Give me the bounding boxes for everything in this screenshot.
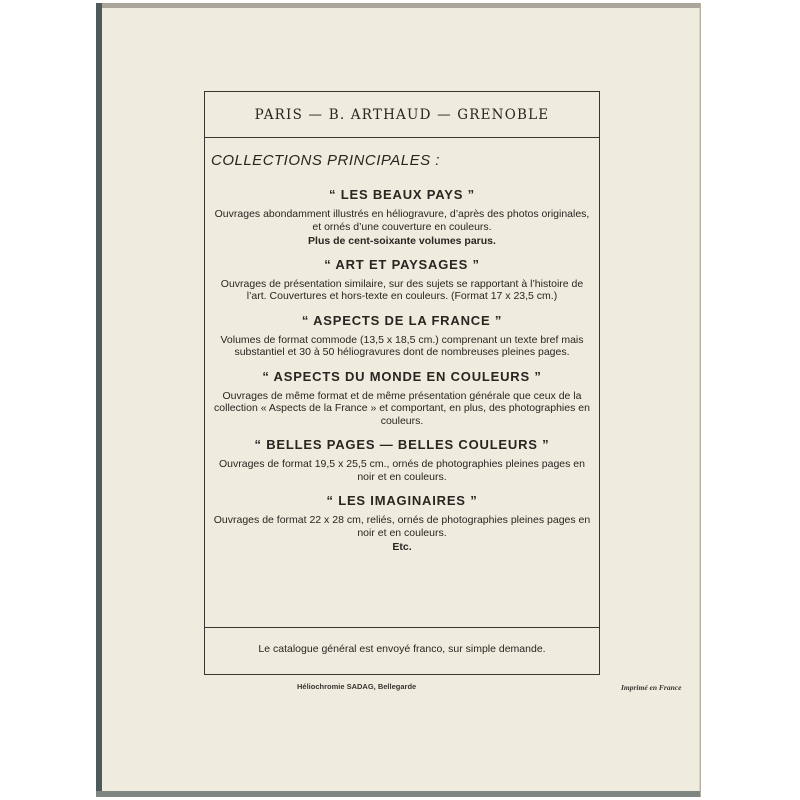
section-title: COLLECTIONS PRINCIPALES :: [211, 152, 440, 169]
collection-item: [205, 369, 599, 428]
collection-title: “ ASPECTS DU MONDE EN COULEURS ”: [262, 368, 542, 384]
printer-credit: Héliochromie SADAG, Bellegarde: [297, 682, 417, 691]
collection-item: [205, 187, 599, 248]
print-origin: Imprimé en France: [621, 683, 682, 692]
collection-description: Ouvrages de format 19,5 x 25,5 cm., ornés de photographies pleines pages en noir et en couleurs.: [219, 458, 585, 483]
collection-description: Ouvrages de format 22 x 28 cm, reliés, ornés de photographies pleines pages en noir et en couleurs.: [213, 514, 591, 539]
collection-item: [205, 493, 599, 554]
collections-list: [205, 187, 599, 554]
collection-title: “ LES IMAGINAIRES ”: [326, 493, 478, 508]
collection-description: Volumes de format commode (13,5 x 18,5 cm.) comprenant un texte bref mais substantiel et 30 à 50 héliogravures dont de nombreuses pleines pages.: [220, 333, 584, 358]
collection-description: Ouvrages de présentation similaire, sur des sujets se rapportant à l’histoire de l’art. Couvertures et hors-texte en couleurs. (Format 17 x 23,5 cm.): [220, 277, 584, 302]
collection-item: [205, 437, 599, 483]
collection-title: “ BELLES PAGES — BELLES COULEURS ”: [254, 437, 550, 452]
book-back-cover: [96, 3, 700, 797]
publisher-header: PARIS — B. ARTHAUD — GRENOBLE: [205, 92, 599, 138]
catalogue-note: Le catalogue général est envoyé franco, sur simple demande.: [258, 643, 546, 655]
collection-item: [205, 257, 599, 303]
footer-divider: [205, 627, 599, 628]
collection-description: Ouvrages de même format et de même présentation générale que ceux de la collection « Aspects de la France » et comportant, en plus, des photographies en couleurs.: [214, 389, 590, 427]
collection-title: “ LES BEAUX PAYS ”: [329, 187, 475, 202]
collection-item: [205, 313, 599, 359]
cover-spine-edge: [96, 3, 102, 797]
advertisement-frame: [204, 91, 600, 675]
collection-description: Ouvrages abondamment illustrés en héliogravure, d’après des photos originales, et ornés d’une couverture en couleurs.: [214, 208, 590, 233]
collection-title: “ ASPECTS DE LA FRANCE ”: [301, 312, 503, 328]
cover-top-edge: [96, 3, 700, 8]
collection-title: “ ART ET PAYSAGES ”: [324, 256, 480, 272]
cover-bottom-edge: [96, 791, 700, 797]
collection-note: Plus de cent-soixante volumes parus.: [308, 235, 496, 247]
collection-note: Etc.: [392, 541, 412, 553]
